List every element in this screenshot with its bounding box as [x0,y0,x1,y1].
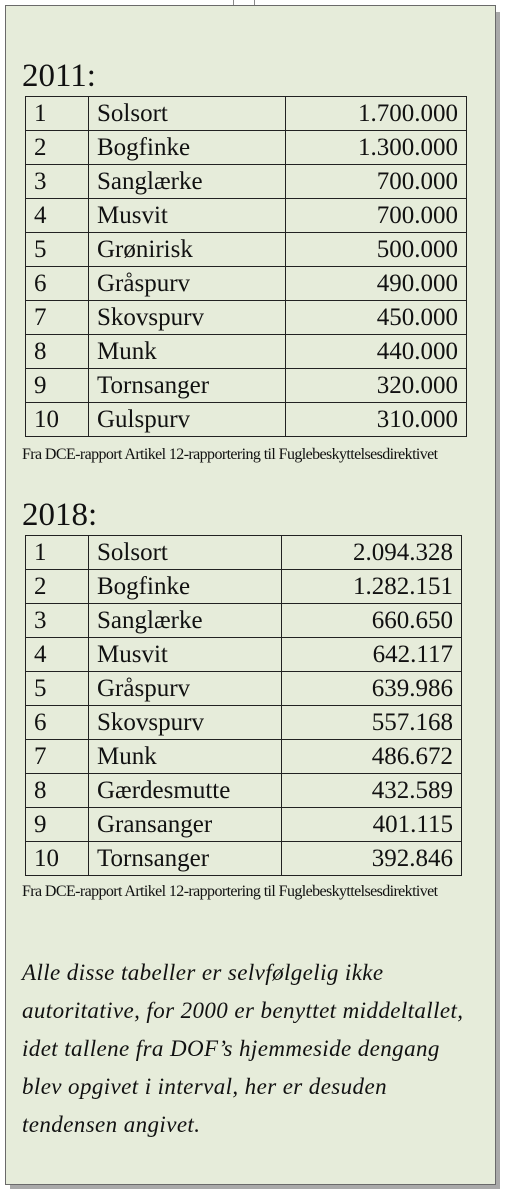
rank-cell: 2 [26,570,89,604]
rank-cell: 8 [26,774,89,808]
count-cell: 1.700.000 [286,97,467,131]
table-row [26,842,462,876]
count-cell: 490.000 [286,267,467,301]
ranking-table-2018 [25,535,462,876]
count-cell: 660.650 [282,604,462,638]
species-cell: Munk [89,740,282,774]
rank-cell: 6 [26,267,89,301]
count-cell: 486.672 [282,740,462,774]
rank-cell: 5 [26,672,89,706]
table-row [26,97,467,131]
species-cell: Solsort [89,97,286,131]
species-cell: Skovspurv [89,706,282,740]
count-cell: 557.168 [282,706,462,740]
species-cell: Musvit [89,199,286,233]
table-row [26,706,462,740]
rank-cell: 10 [26,403,89,437]
count-cell: 1.300.000 [286,131,467,165]
count-cell: 310.000 [286,403,467,437]
table-row [26,536,462,570]
year-heading-2018: 2018: [22,497,98,533]
rank-cell: 9 [26,808,89,842]
disclaimer-note: Alle disse tabeller er selvfølgelig ikke autoritative, for 2000 er benyttet middeltallet, idet tallene fra DOF’s hjemmeside dengang blev opgivet i interval, her er desuden tendensen angivet. [22,960,464,1137]
table-row [26,199,467,233]
rank-cell: 5 [26,233,89,267]
rank-cell: 6 [26,706,89,740]
species-cell: Munk [89,335,286,369]
species-cell: Grønirisk [89,233,286,267]
species-cell: Musvit [89,638,282,672]
rank-cell: 3 [26,165,89,199]
species-cell: Sanglærke [89,604,282,638]
rank-cell: 4 [26,199,89,233]
species-cell: Bogfinke [89,570,282,604]
count-cell: 639.986 [282,672,462,706]
count-cell: 500.000 [286,233,467,267]
rank-cell: 4 [26,638,89,672]
table-row [26,233,467,267]
species-cell: Tornsanger [89,369,286,403]
table-row [26,369,467,403]
year-heading-2011: 2011: [22,58,96,94]
table-row [26,604,462,638]
box-shadow-bottom [10,1185,500,1189]
count-cell: 700.000 [286,165,467,199]
species-cell: Solsort [89,536,282,570]
count-cell: 450.000 [286,301,467,335]
count-cell: 320.000 [286,369,467,403]
rank-cell: 10 [26,842,89,876]
species-cell: Sanglærke [89,165,286,199]
table-row [26,267,467,301]
rank-cell: 9 [26,369,89,403]
source-note-2018: Fra DCE-rapport Artikel 12-rapportering til Fuglebeskyttelsesdirektivet [22,883,438,900]
count-cell: 440.000 [286,335,467,369]
species-cell: Gulspurv [89,403,286,437]
count-cell: 700.000 [286,199,467,233]
species-cell: Gærdesmutte [89,774,282,808]
count-cell: 642.117 [282,638,462,672]
box-shadow-right [496,12,500,1189]
source-note-2011: Fra DCE-rapport Artikel 12-rapportering til Fuglebeskyttelsesdirektivet [22,446,438,463]
rank-cell: 7 [26,740,89,774]
table-row [26,165,467,199]
species-cell: Gråspurv [89,267,286,301]
rank-cell: 8 [26,335,89,369]
table-row [26,740,462,774]
table-row [26,774,462,808]
count-cell: 432.589 [282,774,462,808]
count-cell: 2.094.328 [282,536,462,570]
count-cell: 392.846 [282,842,462,876]
table-row [26,301,467,335]
table-row [26,335,467,369]
rank-cell: 1 [26,536,89,570]
rank-cell: 3 [26,604,89,638]
species-cell: Bogfinke [89,131,286,165]
rank-cell: 1 [26,97,89,131]
count-cell: 401.115 [282,808,462,842]
ranking-table-2011 [25,96,467,437]
table-row [26,403,467,437]
count-cell: 1.282.151 [282,570,462,604]
rank-cell: 2 [26,131,89,165]
table-row [26,638,462,672]
species-cell: Gråspurv [89,672,282,706]
table-row [26,131,467,165]
species-cell: Tornsanger [89,842,282,876]
table-row [26,808,462,842]
table-row [26,570,462,604]
species-cell: Gransanger [89,808,282,842]
species-cell: Skovspurv [89,301,286,335]
rank-cell: 7 [26,301,89,335]
table-row [26,672,462,706]
